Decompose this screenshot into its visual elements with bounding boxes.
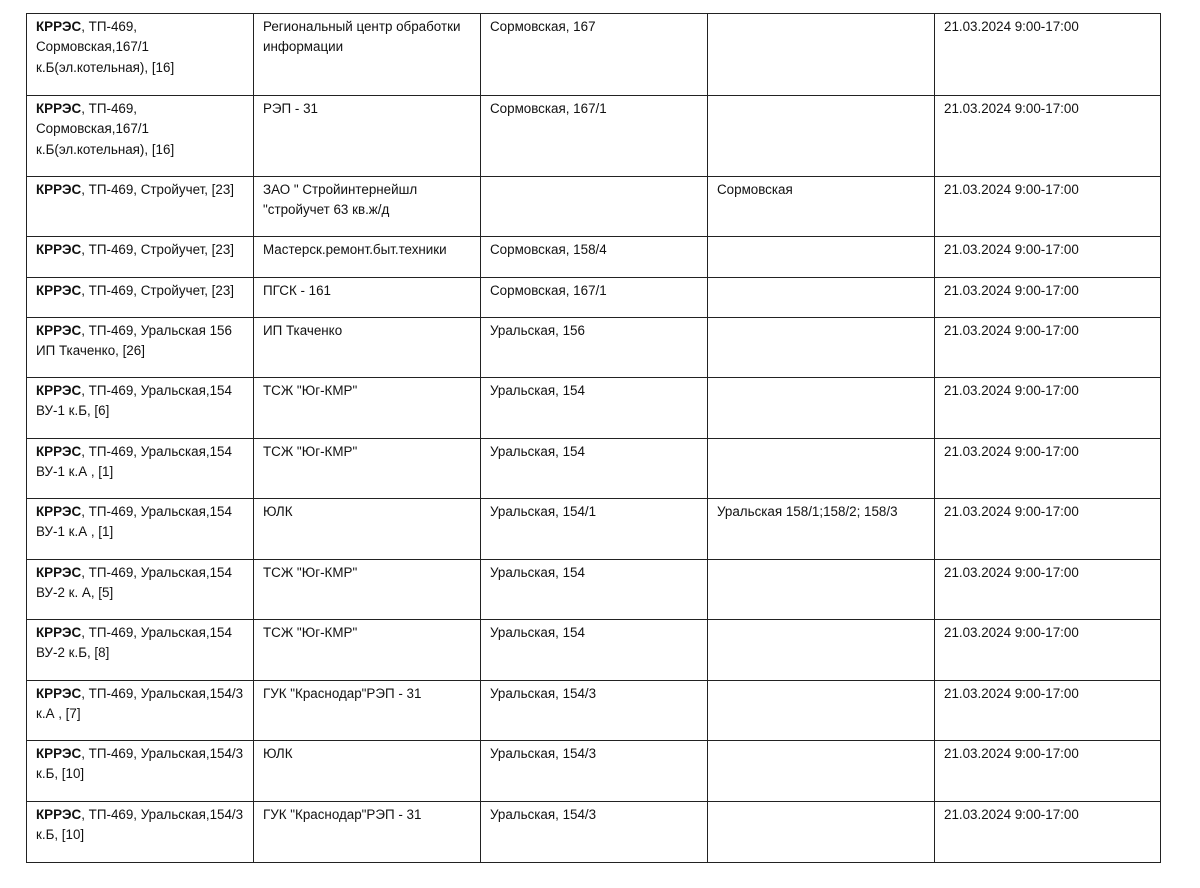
streets-cell	[708, 14, 935, 96]
address-cell: Уральская, 154/3	[481, 681, 708, 741]
datetime-cell: 21.03.2024 9:00-17:00	[935, 560, 1161, 620]
consumer-cell: ЗАО " Стройинтернейшл "стройучет 63 кв.ж/д	[254, 177, 481, 237]
table-row	[27, 14, 1161, 96]
streets-cell: Уральская 158/1;158/2; 158/3	[708, 499, 935, 560]
org-label: КРРЭС	[36, 383, 82, 398]
feeder-label: , ТП-469, Уральская 156 ИП Ткаченко, [26]	[36, 323, 232, 359]
table-row	[27, 318, 1161, 378]
datetime-cell: 21.03.2024 9:00-17:00	[935, 499, 1161, 560]
table-row	[27, 278, 1161, 318]
feeder-label: , ТП-469, Уральская,154 ВУ-1 к.А , [1]	[36, 504, 232, 540]
table-row	[27, 741, 1161, 802]
consumer-cell: ЮЛК	[254, 741, 481, 802]
feeder-cell	[27, 14, 254, 96]
table-row	[27, 237, 1161, 278]
org-label: КРРЭС	[36, 807, 82, 822]
org-label: КРРЭС	[36, 323, 82, 338]
address-cell: Сормовская, 167	[481, 14, 708, 96]
address-cell: Уральская, 156	[481, 318, 708, 378]
feeder-label: , ТП-469, Уральская,154/3 к.Б, [10]	[36, 746, 244, 782]
consumer-cell: ГУК "Краснодар"РЭП - 31	[254, 802, 481, 863]
feeder-label: , ТП-469, Стройучет, [23]	[81, 283, 234, 298]
feeder-label: , ТП-469, Стройучет, [23]	[81, 182, 234, 197]
org-label: КРРЭС	[36, 625, 82, 640]
feeder-cell	[27, 278, 254, 318]
feeder-cell	[27, 802, 254, 863]
address-cell: Уральская, 154/1	[481, 499, 708, 560]
address-cell: Сормовская, 158/4	[481, 237, 708, 278]
feeder-cell	[27, 378, 254, 439]
streets-cell	[708, 378, 935, 439]
consumer-cell: ТСЖ "Юг-КМР"	[254, 560, 481, 620]
feeder-label: , ТП-469, Стройучет, [23]	[81, 242, 234, 257]
feeder-cell	[27, 741, 254, 802]
table-body	[27, 14, 1161, 863]
consumer-cell: ТСЖ "Юг-КМР"	[254, 378, 481, 439]
datetime-cell: 21.03.2024 9:00-17:00	[935, 14, 1161, 96]
consumer-cell: ТСЖ "Юг-КМР"	[254, 620, 481, 681]
datetime-cell: 21.03.2024 9:00-17:00	[935, 96, 1161, 177]
streets-cell	[708, 318, 935, 378]
address-cell: Уральская, 154/3	[481, 802, 708, 863]
address-cell: Уральская, 154	[481, 620, 708, 681]
datetime-cell: 21.03.2024 9:00-17:00	[935, 278, 1161, 318]
feeder-cell	[27, 439, 254, 499]
feeder-cell	[27, 237, 254, 278]
feeder-cell	[27, 318, 254, 378]
org-label: КРРЭС	[36, 444, 82, 459]
feeder-cell	[27, 560, 254, 620]
org-label: КРРЭС	[36, 283, 82, 298]
streets-cell	[708, 439, 935, 499]
feeder-label: , ТП-469, Сормовская,167/1 к.Б(эл.котельная), [16]	[36, 101, 175, 157]
table-row	[27, 96, 1161, 177]
datetime-cell: 21.03.2024 9:00-17:00	[935, 802, 1161, 863]
address-cell: Уральская, 154	[481, 378, 708, 439]
feeder-label: , ТП-469, Уральская,154 ВУ-1 к.А , [1]	[36, 444, 232, 480]
org-label: КРРЭС	[36, 242, 82, 257]
streets-cell	[708, 802, 935, 863]
table-row	[27, 439, 1161, 499]
consumer-cell: Региональный центр обработки информации	[254, 14, 481, 96]
datetime-cell: 21.03.2024 9:00-17:00	[935, 620, 1161, 681]
address-cell: Уральская, 154	[481, 560, 708, 620]
datetime-cell: 21.03.2024 9:00-17:00	[935, 237, 1161, 278]
feeder-cell	[27, 681, 254, 741]
org-label: КРРЭС	[36, 182, 82, 197]
table-row	[27, 560, 1161, 620]
consumer-cell: Мастерск.ремонт.быт.техники	[254, 237, 481, 278]
streets-cell	[708, 741, 935, 802]
address-cell: Сормовская, 167/1	[481, 278, 708, 318]
feeder-label: , ТП-469, Сормовская,167/1 к.Б(эл.котельная), [16]	[36, 19, 175, 75]
org-label: КРРЭС	[36, 746, 82, 761]
feeder-cell	[27, 177, 254, 237]
org-label: КРРЭС	[36, 565, 82, 580]
address-cell: Сормовская, 167/1	[481, 96, 708, 177]
datetime-cell: 21.03.2024 9:00-17:00	[935, 681, 1161, 741]
feeder-label: , ТП-469, Уральская,154 ВУ-1 к.Б, [6]	[36, 383, 232, 419]
datetime-cell: 21.03.2024 9:00-17:00	[935, 177, 1161, 237]
table-row	[27, 177, 1161, 237]
datetime-cell: 21.03.2024 9:00-17:00	[935, 741, 1161, 802]
address-cell: Уральская, 154/3	[481, 741, 708, 802]
feeder-cell	[27, 620, 254, 681]
org-label: КРРЭС	[36, 686, 82, 701]
table-row	[27, 499, 1161, 560]
consumer-cell: ПГСК - 161	[254, 278, 481, 318]
consumer-cell: РЭП - 31	[254, 96, 481, 177]
address-cell: Уральская, 154	[481, 439, 708, 499]
outage-schedule-table	[26, 13, 1161, 863]
datetime-cell: 21.03.2024 9:00-17:00	[935, 378, 1161, 439]
streets-cell: Сормовская	[708, 177, 935, 237]
streets-cell	[708, 681, 935, 741]
streets-cell	[708, 560, 935, 620]
consumer-cell: ИП Ткаченко	[254, 318, 481, 378]
table-row	[27, 681, 1161, 741]
consumer-cell: ГУК "Краснодар"РЭП - 31	[254, 681, 481, 741]
consumer-cell: ТСЖ "Юг-КМР"	[254, 439, 481, 499]
streets-cell	[708, 96, 935, 177]
feeder-label: , ТП-469, Уральская,154 ВУ-2 к.Б, [8]	[36, 625, 232, 661]
datetime-cell: 21.03.2024 9:00-17:00	[935, 318, 1161, 378]
table-row	[27, 620, 1161, 681]
streets-cell	[708, 620, 935, 681]
org-label: КРРЭС	[36, 19, 82, 34]
feeder-label: , ТП-469, Уральская,154/3 к.Б, [10]	[36, 807, 244, 843]
streets-cell	[708, 278, 935, 318]
datetime-cell: 21.03.2024 9:00-17:00	[935, 439, 1161, 499]
feeder-cell	[27, 499, 254, 560]
table-row	[27, 802, 1161, 863]
consumer-cell: ЮЛК	[254, 499, 481, 560]
streets-cell	[708, 237, 935, 278]
feeder-label: , ТП-469, Уральская,154 ВУ-2 к. А, [5]	[36, 565, 232, 601]
org-label: КРРЭС	[36, 504, 82, 519]
feeder-cell	[27, 96, 254, 177]
address-cell	[481, 177, 708, 237]
org-label: КРРЭС	[36, 101, 82, 116]
table-row	[27, 378, 1161, 439]
feeder-label: , ТП-469, Уральская,154/3 к.А , [7]	[36, 686, 244, 722]
